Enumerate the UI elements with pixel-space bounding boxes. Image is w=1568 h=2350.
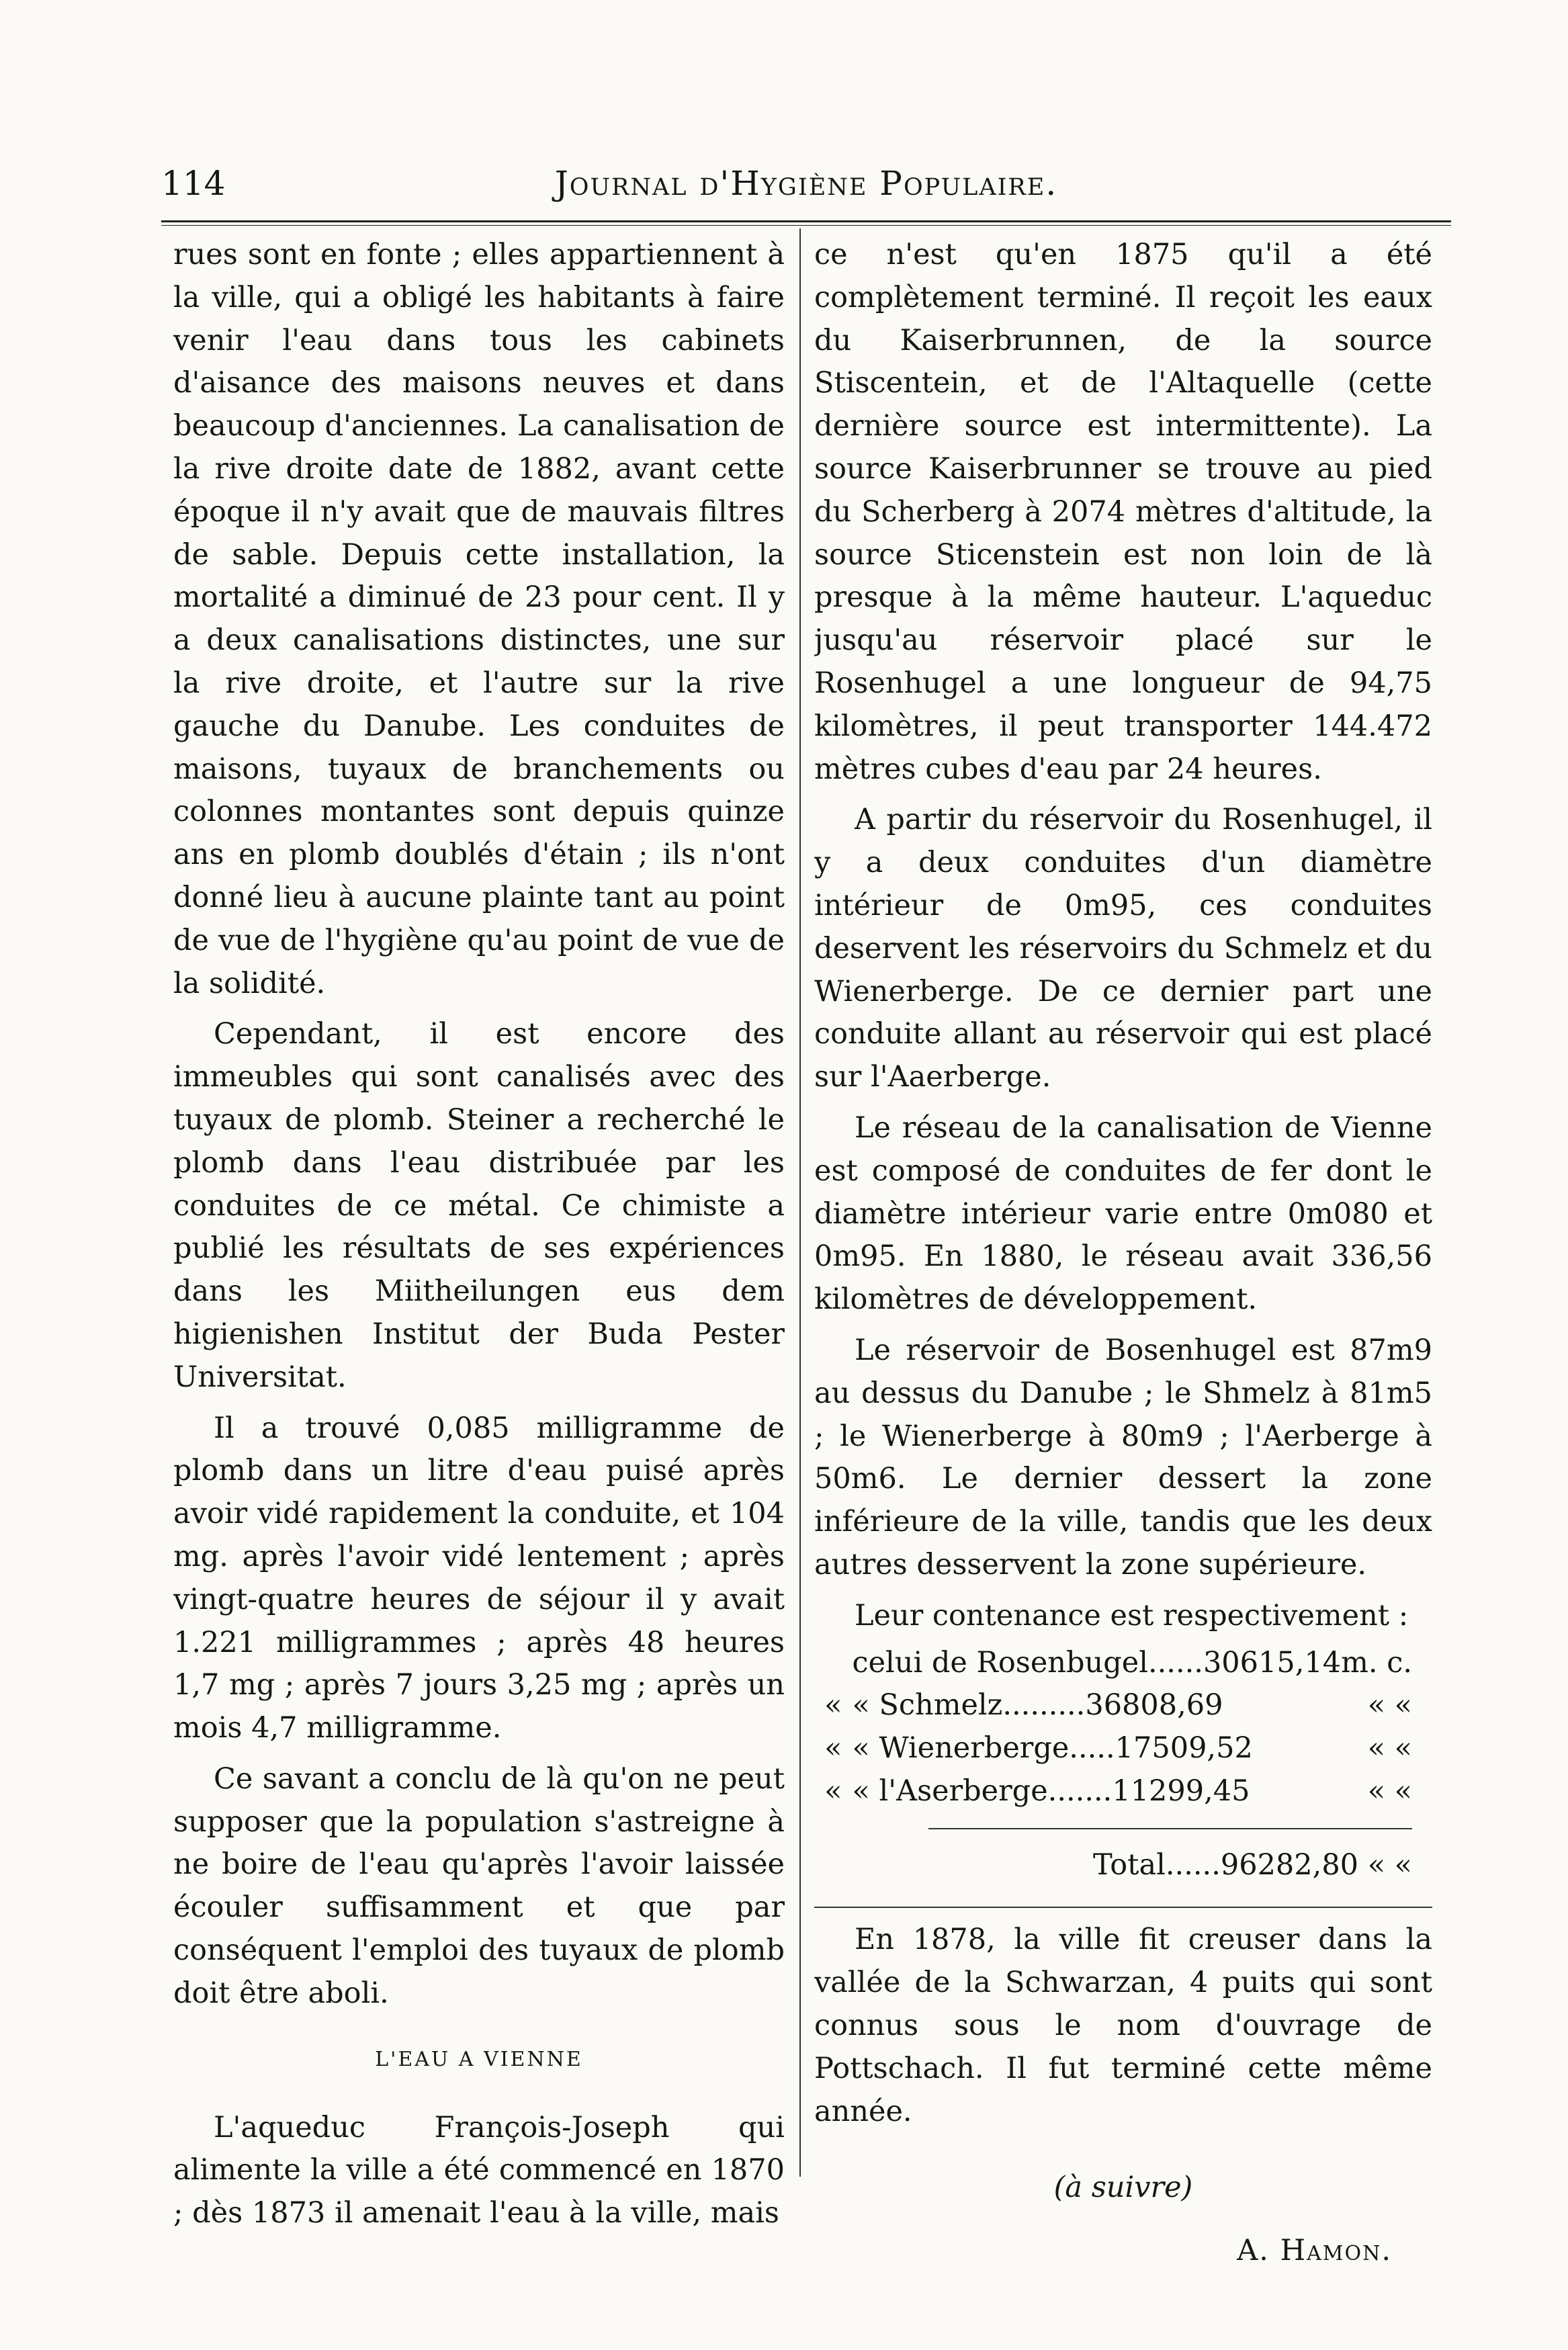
page-header	[161, 153, 1451, 214]
table-cell-lead: «	[824, 1774, 842, 1808]
paragraph: A partir du réservoir du Rosenhugel, il y a deux conduites d'un diamètre intérieur de 0m95, ces conduites deservent les réservoirs du Schmelz et du Wienerberge. De ce dernier part une conduite allant au réservoir qui est placé sur l'Aaerberge.	[814, 803, 1432, 1094]
continuation-note: (à suivre)	[1053, 2171, 1193, 2205]
table-cell-entry: « l'Aserberge.......11299,45	[852, 1774, 1250, 1808]
right-column	[814, 234, 1432, 2350]
table-cell-unit: m. c.	[1341, 1645, 1412, 1680]
table-cell-unit: « «	[1367, 1731, 1412, 1766]
total-line: Total......96282,80 « «	[1092, 1847, 1412, 1882]
header-rule	[161, 220, 1451, 226]
table-intro: Leur contenance est respectivement :	[855, 1598, 1409, 1633]
table-cell-entry: « Wienerberge.....17509,52	[852, 1731, 1253, 1766]
paragraph: Le réseau de la canalisation de Vienne est composé de conduites de fer dont le diamètre intérieur varie entre 0m080 et 0m95. En 1880, le réseau avait 336,56 kilomètres de développement.	[814, 1111, 1432, 1317]
running-title: Journal d'Hygiène Populaire.	[554, 164, 1058, 203]
page-number: 114	[161, 164, 226, 203]
total-rule	[928, 1828, 1412, 1829]
table-row	[814, 1684, 1432, 1727]
table-row	[814, 1727, 1432, 1770]
column-divider	[799, 228, 801, 2177]
left-column	[173, 234, 785, 2350]
author-signature: A. Hamon.	[1237, 2234, 1392, 2268]
separator-rule	[814, 1907, 1432, 1908]
table-cell-entry: celui de Rosenbugel......30615,14	[852, 1645, 1342, 1680]
paragraph: L'aqueduc François-Joseph qui alimente la ville a été commencé en 1870 ; dès 1873 il amenait l'eau à la ville, mais	[173, 2110, 785, 2230]
table-cell-entry: « Schmelz.........36808,69	[852, 1688, 1223, 1723]
table-cell-lead: «	[824, 1688, 842, 1723]
paragraph: Cependant, il est encore des immeubles qui sont canalisés avec des tuyaux de plomb. Steiner a recherché le plomb dans l'eau distribuée par les conduites de ce métal. Ce chimiste a publié les résultats de ses expériences dans les Miitheilungen eus dem higienishen Institut der Buda Pester Universitat.	[173, 1017, 785, 1394]
paragraph: Il a trouvé 0,085 milligramme de plomb dans un litre d'eau puisé après avoir vidé rapidement la conduite, et 104 mg. après l'avoir vidé lentement ; après vingt-quatre heures de séjour il y avait 1.221 milligrammes ; après 48 heures 1,7 mg ; après 7 jours 3,25 mg ; après un mois 4,7 milligramme.	[173, 1411, 785, 1745]
table-cell-lead: «	[824, 1731, 842, 1766]
table-cell-lead	[814, 1642, 852, 1685]
paragraph: Ce savant a conclu de là qu'on ne peut supposer que la population s'astreigne à ne boire de l'eau qu'après l'avoir laissée écouler suffisamment et que par conséquent l'emploi des tuyaux de plomb doit être aboli.	[173, 1761, 785, 2010]
section-heading: L'EAU A VIENNE	[375, 2047, 583, 2071]
paragraph: ce n'est qu'en 1875 qu'il a été complètement terminé. Il reçoit les eaux du Kaiserbrunnen, de la source Stiscentein, et de l'Altaquelle (cette dernière source est intermittente). La source Kaiserbrunner se trouve au pied du Scherberg à 2074 mètres d'altitude, la source Sticenstein est non loin de là presque à la même hauteur. L'aqueduc jusqu'au réservoir placé sur le Rosenhugel a une longueur de 94,75 kilomètres, il peut transporter 144.472 mètres cubes d'eau par 24 heures.	[814, 238, 1432, 786]
table-row	[814, 1770, 1432, 1813]
paragraph: En 1878, la ville fit creuser dans la vallée de la Schwarzan, 4 puits qui sont connus sous le nom d'ouvrage de Pottschach. Il fut terminé cette même année.	[814, 1923, 1432, 2128]
paragraph: Le réservoir de Bosenhugel est 87m9 au dessus du Danube ; le Shmelz à 81m5 ; le Wienerberge à 80m9 ; l'Aerberge à 50m6. Le dernier dessert la zone inférieure de la ville, tandis que les deux autres desservent la zone supérieure.	[814, 1333, 1432, 1581]
table-cell-unit: « «	[1367, 1688, 1412, 1723]
table-row	[814, 1642, 1432, 1685]
reservoir-table	[814, 1642, 1432, 1813]
paragraph: rues sont en fonte ; elles appartiennent à la ville, qui a obligé les habitants à faire venir l'eau dans tous les cabinets d'aisance des maisons neuves et dans beaucoup d'anciennes. La canalisation de la rive droite date de 1882, avant cette époque il n'y avait que de mauvais filtres de sable. Depuis cette installation, la mortalité a diminué de 23 pour cent. Il y a deux canalisations distinctes, une sur la rive droite, et l'autre sur la rive gauche du Danube. Les conduites de maisons, tuyaux de branchements ou colonnes montantes sont depuis quinze ans en plomb doublés d'étain ; ils n'ont donné lieu à aucune plainte tant au point de vue de l'hygiène qu'au point de vue de la solidité.	[173, 238, 785, 1000]
table-cell-unit: « «	[1367, 1774, 1412, 1808]
